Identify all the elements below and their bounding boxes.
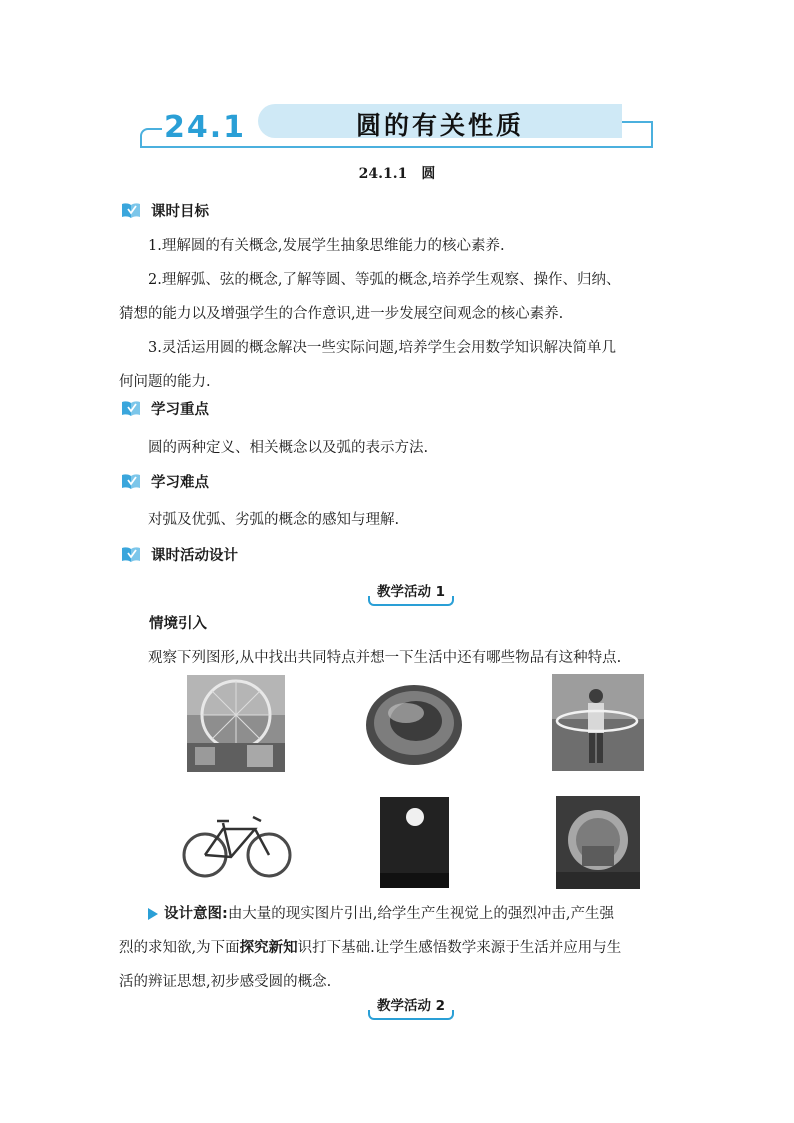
chapter-title: 圆的有关性质 bbox=[355, 111, 524, 140]
book-icon bbox=[121, 545, 141, 563]
design-intent-line-3: 活的辨证思想,初步感受圆的概念. bbox=[119, 974, 332, 990]
design-intent-line-1: 由大量的现实图片引出,给学生产生视觉上的强烈冲击,产生强 bbox=[227, 906, 615, 922]
difficulties-heading bbox=[121, 470, 209, 492]
activity-1-tag-label: 教学活动 1 bbox=[376, 584, 446, 600]
ferris-wheel-photo bbox=[187, 675, 285, 772]
banner-left-decoration bbox=[140, 128, 162, 146]
banner-right-decoration bbox=[622, 121, 653, 148]
activity-2-tag-label: 教学活动 2 bbox=[376, 998, 446, 1014]
activity-1-tag bbox=[366, 580, 456, 600]
banner-underline bbox=[140, 146, 652, 148]
book-icon bbox=[121, 399, 141, 417]
design-intent-paragraph bbox=[119, 897, 681, 999]
play-triangle-icon bbox=[148, 908, 158, 920]
design-intent-line-2-pre: 烈的求知欲,为下面 bbox=[119, 940, 240, 956]
activity-2-tag-underline bbox=[368, 1010, 454, 1020]
scenario-intro-heading: 情境引入 bbox=[149, 616, 207, 632]
subsection-title: 24.1.1 圆 bbox=[358, 166, 436, 182]
key-points-heading bbox=[121, 397, 209, 419]
design-intent-label: 设计意图: bbox=[164, 906, 228, 922]
objective-item-1-line-1: 1.理解圆的有关概念,发展学生抽象思维能力的核心素养. bbox=[148, 238, 505, 254]
activity-design-label: 课时活动设计 bbox=[151, 547, 238, 564]
circular-gate-photo bbox=[556, 796, 640, 889]
moon-night-photo bbox=[380, 797, 449, 888]
objective-item-2-line-1: 2.理解弧、弦的概念,了解等圆、等弧的概念,培养学生观察、操作、归纳、 bbox=[148, 272, 621, 288]
objective-item-3-line-2: 何问题的能力. bbox=[119, 374, 211, 390]
activity-design-heading bbox=[121, 543, 238, 565]
coin-photo bbox=[364, 677, 464, 769]
objective-item-3-line-1: 3.灵活运用圆的概念解决一些实际问题,培养学生会用数学知识解决简单几 bbox=[148, 340, 616, 356]
objective-item-2-line-2: 猜想的能力以及增强学生的合作意识,进一步发展空间观念的核心素养. bbox=[119, 306, 564, 322]
scenario-intro-text: 观察下列图形,从中找出共同特点并想一下生活中还有哪些物品有这种特点. bbox=[148, 650, 622, 666]
chapter-number: 24.1 bbox=[164, 110, 247, 145]
hula-hoop-photo bbox=[552, 674, 644, 771]
objectives-heading bbox=[121, 199, 209, 221]
difficulties-label: 学习难点 bbox=[151, 474, 209, 491]
design-intent-line-2-bold: 探究新知 bbox=[239, 939, 298, 956]
difficulties-text: 对弧及优弧、劣弧的概念的感知与理解. bbox=[148, 512, 400, 528]
activity-1-tag-underline bbox=[368, 596, 454, 606]
key-points-text: 圆的两种定义、相关概念以及弧的表示方法. bbox=[148, 440, 429, 456]
objectives-label: 课时目标 bbox=[151, 203, 209, 220]
bicycle-photo bbox=[181, 807, 293, 882]
design-intent-line-2-post: 识打下基础.让学生感悟数学来源于生活并应用与生 bbox=[297, 940, 622, 956]
key-points-label: 学习重点 bbox=[151, 401, 209, 418]
book-icon bbox=[121, 472, 141, 490]
book-icon bbox=[121, 201, 141, 219]
objectives-list bbox=[119, 229, 681, 399]
activity-2-tag bbox=[366, 994, 456, 1014]
